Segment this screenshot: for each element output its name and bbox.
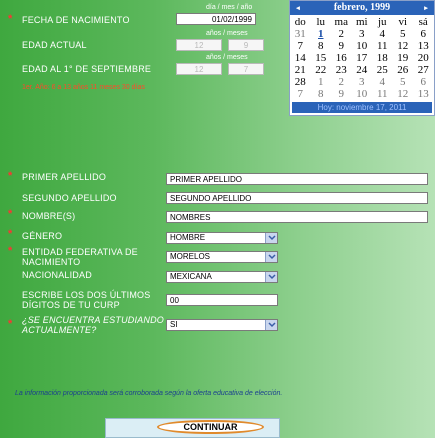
calendar-day[interactable]: 2	[338, 28, 344, 40]
weekday-label: mi	[355, 16, 368, 28]
calendar-day[interactable]: 7	[297, 88, 303, 100]
studying-value: SI	[170, 320, 178, 329]
chevron-down-icon[interactable]	[265, 252, 277, 262]
calendar-grid	[290, 16, 434, 100]
studying-label-line1: ¿SE ENCUENTRA ESTUDIANDO	[22, 315, 164, 325]
first-surname-label: PRIMER APELLIDO	[22, 172, 107, 182]
birth-date-format-hint: día / mes / año	[206, 4, 253, 11]
birth-state-select[interactable]	[166, 251, 278, 263]
weekday-label: lu	[316, 16, 326, 28]
calendar-day[interactable]: 28	[294, 76, 306, 88]
calendar-day-selected[interactable]: 1	[318, 28, 324, 40]
birth-state-label-line2: NACIMIENTO	[22, 257, 81, 267]
calendar-day[interactable]: 12	[397, 40, 409, 52]
weekday-row	[290, 16, 434, 28]
gender-select[interactable]	[166, 232, 278, 244]
calendar-day[interactable]: 27	[417, 64, 429, 76]
required-mark: *	[8, 228, 13, 240]
weekday-label: vi	[398, 16, 408, 28]
gender-value: HOMBRE	[170, 233, 206, 242]
calendar-day[interactable]: 13	[417, 88, 429, 100]
calendar-day[interactable]: 20	[417, 52, 429, 64]
calendar-day[interactable]: 24	[356, 64, 368, 76]
first-surname-input[interactable]: PRIMER APELLIDO	[166, 173, 428, 185]
calendar-popup[interactable]	[289, 0, 435, 116]
calendar-week	[290, 28, 434, 40]
prev-month-icon[interactable]: ◂	[296, 4, 300, 12]
calendar-day[interactable]: 4	[379, 76, 385, 88]
calendar-day[interactable]: 22	[315, 64, 327, 76]
current-age-years: 12	[176, 39, 222, 51]
names-input[interactable]: NOMBRES	[166, 211, 428, 223]
calendar-day[interactable]: 23	[335, 64, 347, 76]
birth-state-value: MORELOS	[170, 252, 211, 261]
continue-button[interactable]: CONTINUAR	[157, 420, 264, 434]
calendar-day[interactable]: 6	[420, 76, 426, 88]
calendar-day[interactable]: 4	[379, 28, 385, 40]
calendar-week	[290, 88, 434, 100]
chevron-down-icon[interactable]	[265, 320, 277, 330]
calendar-day[interactable]: 6	[420, 28, 426, 40]
required-mark: *	[8, 318, 13, 330]
calendar-day[interactable]: 31	[294, 28, 306, 40]
calendar-header	[290, 1, 434, 15]
calendar-day[interactable]: 9	[338, 88, 344, 100]
weekday-label: sá	[418, 16, 428, 28]
chevron-down-icon[interactable]	[265, 272, 277, 282]
nationality-select[interactable]	[166, 271, 278, 283]
birth-date-label: FECHA DE NACIMIENTO	[22, 15, 130, 25]
info-text: La información proporcionada será corroborada según la oferta educativa de elección.	[15, 390, 283, 397]
second-surname-input[interactable]: SEGUNDO APELLIDO	[166, 192, 428, 204]
next-month-icon[interactable]: ▸	[424, 4, 428, 12]
required-mark: *	[8, 13, 13, 25]
calendar-title[interactable]: febrero, 1999	[333, 2, 391, 13]
calendar-week	[290, 40, 434, 52]
calendar-day[interactable]: 17	[356, 52, 368, 64]
birth-state-label-line1: ENTIDAD FEDERATIVA DE	[22, 247, 138, 257]
calendar-day[interactable]: 3	[359, 28, 365, 40]
calendar-week	[290, 52, 434, 64]
calendar-day[interactable]: 16	[335, 52, 347, 64]
calendar-day[interactable]: 19	[397, 52, 409, 64]
nationality-value: MEXICANA	[170, 272, 212, 281]
current-age-hint: años / meses	[206, 30, 248, 37]
calendar-day[interactable]: 9	[338, 40, 344, 52]
calendar-day[interactable]: 26	[397, 64, 409, 76]
calendar-day[interactable]: 8	[318, 88, 324, 100]
calendar-day[interactable]: 11	[376, 88, 388, 100]
calendar-day[interactable]: 5	[400, 28, 406, 40]
calendar-day[interactable]: 8	[318, 40, 324, 52]
calendar-day[interactable]: 12	[397, 88, 409, 100]
gender-label: GÉNERO	[22, 231, 63, 241]
calendar-day[interactable]: 15	[315, 52, 327, 64]
september-age-label: EDAD AL 1° DE SEPTIEMBRE	[22, 64, 152, 74]
curp-label-line2: DÍGITOS DE TU CURP	[22, 300, 120, 310]
calendar-day[interactable]: 3	[359, 76, 365, 88]
calendar-day[interactable]: 2	[338, 76, 344, 88]
required-mark: *	[8, 208, 13, 220]
september-age-years: 12	[176, 63, 222, 75]
calendar-day[interactable]: 1	[318, 76, 324, 88]
nationality-label: NACIONALIDAD	[22, 270, 92, 280]
required-mark: *	[8, 170, 13, 182]
names-label: NOMBRE(S)	[22, 211, 76, 221]
calendar-week	[290, 64, 434, 76]
calendar-day[interactable]: 5	[400, 76, 406, 88]
studying-select[interactable]	[166, 319, 278, 331]
second-surname-label: SEGUNDO APELLIDO	[22, 193, 117, 203]
september-age-hint: años / meses	[206, 54, 248, 61]
calendar-day[interactable]: 11	[376, 40, 388, 52]
required-mark: *	[8, 245, 13, 257]
curp-label-line1: ESCRIBE LOS DOS ÚLTIMOS	[22, 290, 151, 300]
calendar-day[interactable]: 10	[356, 40, 368, 52]
current-age-months: 9	[228, 39, 264, 51]
current-age-label: EDAD ACTUAL	[22, 40, 87, 50]
calendar-day[interactable]: 7	[297, 40, 303, 52]
weekday-label: ju	[377, 16, 387, 28]
age-rule-note: 1er. Año: 6 a 13 años 11 meses 30 días	[22, 84, 145, 91]
weekday-label: ma	[334, 16, 348, 28]
chevron-down-icon[interactable]	[265, 233, 277, 243]
calendar-day[interactable]: 21	[294, 64, 306, 76]
september-age-months: 7	[228, 63, 264, 75]
calendar-day[interactable]: 14	[294, 52, 306, 64]
calendar-today[interactable]: Hoy: noviembre 17, 2011	[292, 102, 432, 113]
calendar-day[interactable]: 25	[376, 64, 388, 76]
calendar-day[interactable]: 13	[417, 40, 429, 52]
calendar-day[interactable]: 18	[376, 52, 388, 64]
studying-label-line2: ACTUALMENTE?	[22, 325, 97, 335]
weekday-label: do	[294, 16, 306, 28]
curp-digits-input[interactable]: 00	[166, 294, 278, 306]
calendar-week	[290, 76, 434, 88]
birth-date-input[interactable]: 01/02/1999	[176, 13, 256, 25]
calendar-day[interactable]: 10	[356, 88, 368, 100]
